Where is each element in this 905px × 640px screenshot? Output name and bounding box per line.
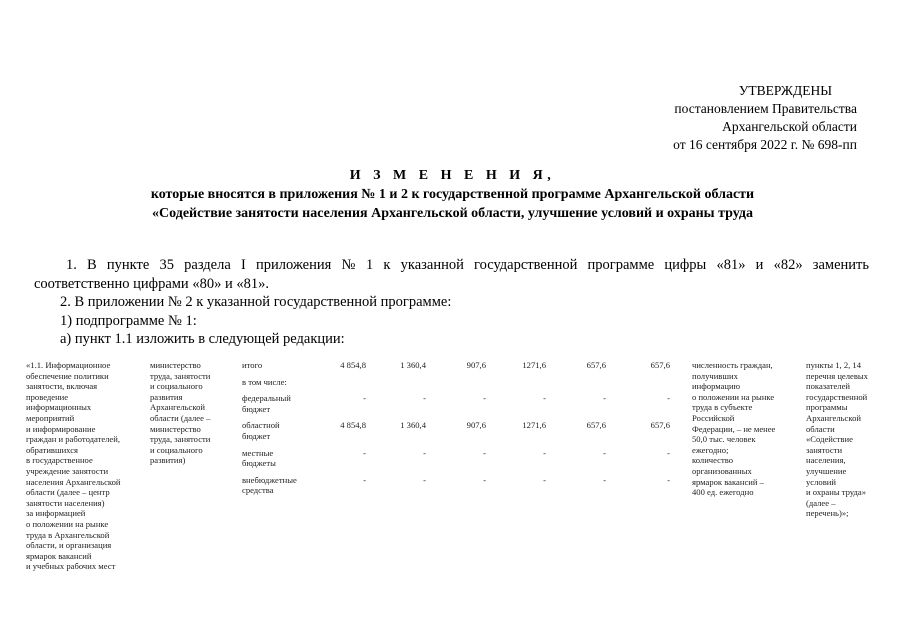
cell-line: 400 ед. ежегодно [692,487,754,498]
value-federal: - [603,393,606,404]
cell-line: труда, занятости [150,370,211,381]
cell-line: и охраны труда» [806,487,867,498]
value-regional: 657,6 [586,420,606,431]
cell-line: области (далее – [150,412,211,423]
cell-line: развития) [150,455,186,466]
source-local: местные [242,447,274,458]
value-federal: - [423,393,426,404]
cell-line: учреждение занятости [26,465,109,476]
table-col-value-2 [382,360,426,485]
cell-line: государственной [806,391,868,402]
title-heading: И З М Е Н Е Н И Я, [349,168,556,183]
value-local: - [483,447,486,458]
cell-line: показателей [806,381,851,392]
value-extra: - [667,474,670,485]
cell-line: занятости населения) [26,497,105,508]
table-col-executor [150,360,232,466]
cell-line: населения Архангельской [26,476,121,487]
cell-line: информацию [692,381,741,392]
document-title [0,166,905,223]
cell-line: получивших [692,370,738,381]
cell-line: программы [806,402,848,413]
cell-line: занятости [806,444,843,455]
value-regional: 657,6 [650,420,670,431]
value-total: 1 360,4 [400,360,426,370]
cell-line: министерство [150,360,201,370]
cell-line: области, и организация [26,540,112,551]
cell-line: области (далее – центр [26,487,110,498]
cell-line: количество [692,455,734,466]
cell-line: Федерации, – не менее [692,423,776,434]
source-regional: областной [242,420,280,431]
cell-line: Российской [692,412,735,423]
source-extra: внебюджетные [242,474,297,485]
table-col-value-5 [566,360,606,485]
value-extra: - [543,474,546,485]
title-line: которые вносятся в приложения № 1 и 2 к государственной программе Архангельской области [150,187,755,202]
cell-line: проведение [26,391,69,402]
value-total: 907,6 [466,360,486,370]
cell-line: и учебных рабочих мест [26,561,116,572]
paragraph-4: а) пункт 1.1 изложить в следующей редакции: [60,331,345,347]
value-extra: - [483,474,486,485]
value-regional: 907,6 [466,420,486,431]
cell-line: труда в субъекте [692,402,753,413]
paragraph-1-line-1: 1. В пункте 35 раздела I приложения № 1 к указанной государственной программе цифры «81» и «82» заменить [66,257,869,273]
cell-line: перечень)»; [806,508,849,519]
value-local: - [603,447,606,458]
cell-line: в государственное [26,455,93,466]
value-extra: - [423,474,426,485]
cell-line: ежегодно; [692,444,729,455]
cell-line: «Содействие [806,434,853,445]
value-regional: 1271,6 [522,420,546,431]
cell-line: «1.1. Информационное [26,360,111,370]
title-line: «Содействие занятости населения Архангельской области, улучшение условий и охраны труда [152,206,753,221]
cell-line: 50,0 тыс. человек [692,434,756,445]
value-local: - [667,447,670,458]
cell-line: обратившихся [26,444,79,455]
table-col-result [692,360,796,498]
value-local: - [363,447,366,458]
cell-line: о положении на рынке [26,518,109,529]
value-federal: - [667,393,670,404]
cell-line: численность граждан, [692,360,773,370]
value-total: 1271,6 [522,360,546,370]
cell-line: и социального [150,444,203,455]
source-federal: бюджет [242,403,271,414]
value-local: - [423,447,426,458]
cell-line: министерство [150,423,201,434]
source-federal: федеральный [242,393,291,404]
value-extra: - [603,474,606,485]
value-extra: - [363,474,366,485]
cell-line: улучшение [806,465,847,476]
value-total: 657,6 [586,360,606,370]
cell-line: информационных [26,402,92,413]
cell-line: Архангельской [806,412,861,423]
cell-line: перечня целевых [806,370,868,381]
cell-line: организованных [692,465,752,476]
table-col-indicators [806,360,886,519]
cell-line: и социального [150,381,203,392]
cell-line: мероприятий [26,412,75,423]
cell-line: занятости, включая [26,381,98,392]
approval-stamp [637,82,857,154]
cell-line: и информирование [26,423,96,434]
table-col-value-6 [630,360,670,485]
source-extra: средства [242,485,274,496]
cell-line: условий [806,476,836,487]
value-total: 657,6 [650,360,670,370]
cell-line: ярмарок вакансий [26,550,92,561]
cell-line: области [806,423,835,434]
cell-line: труда в Архангельской [26,529,110,540]
approval-date: от 16 сентября 2022 г. № 698-пп [673,137,857,152]
value-local: - [543,447,546,458]
value-federal: - [483,393,486,404]
cell-line: за информацией [26,508,86,519]
source-regional: бюджет [242,430,271,441]
paragraph-3: 1) подпрограмме № 1: [60,312,197,329]
cell-line: обеспечение политики [26,370,109,381]
value-total: 4 854,8 [340,360,366,370]
approval-heading: УТВЕРЖДЕНЫ [738,83,832,98]
approval-line: Архангельской области [722,119,857,134]
value-regional: 4 854,8 [340,420,366,431]
table-col-source [242,360,326,496]
table-col-value-4 [506,360,546,485]
approval-line: постановлением Правительства [674,101,857,116]
cell-line: граждан и работодателей, [26,434,120,445]
source-local: бюджеты [242,458,276,469]
cell-line: населения, [806,455,846,466]
paragraph-2: 2. В приложении № 2 к указанной государственной программе: [60,294,452,310]
cell-line: ярмарок вакансий – [692,476,764,487]
paragraph-1-line-2: соответственно цифрами «80» и «81». [34,275,269,292]
value-regional: 1 360,4 [400,420,426,431]
table-col-value-1 [326,360,366,485]
cell-line: Архангельской [150,402,205,413]
cell-line: о положении на рынке [692,391,775,402]
cell-line: развития [150,391,183,402]
value-federal: - [363,393,366,404]
table-col-measure [26,360,138,572]
cell-line: труда, занятости [150,434,211,445]
cell-line: пункты 1, 2, 14 [806,360,862,370]
cell-line: (далее – [806,497,836,508]
table-col-value-3 [446,360,486,485]
paragraph-1 [34,256,869,293]
document-body [34,256,869,349]
source-total: итого [242,360,263,370]
source-including: в том числе: [242,376,287,387]
value-federal: - [543,393,546,404]
